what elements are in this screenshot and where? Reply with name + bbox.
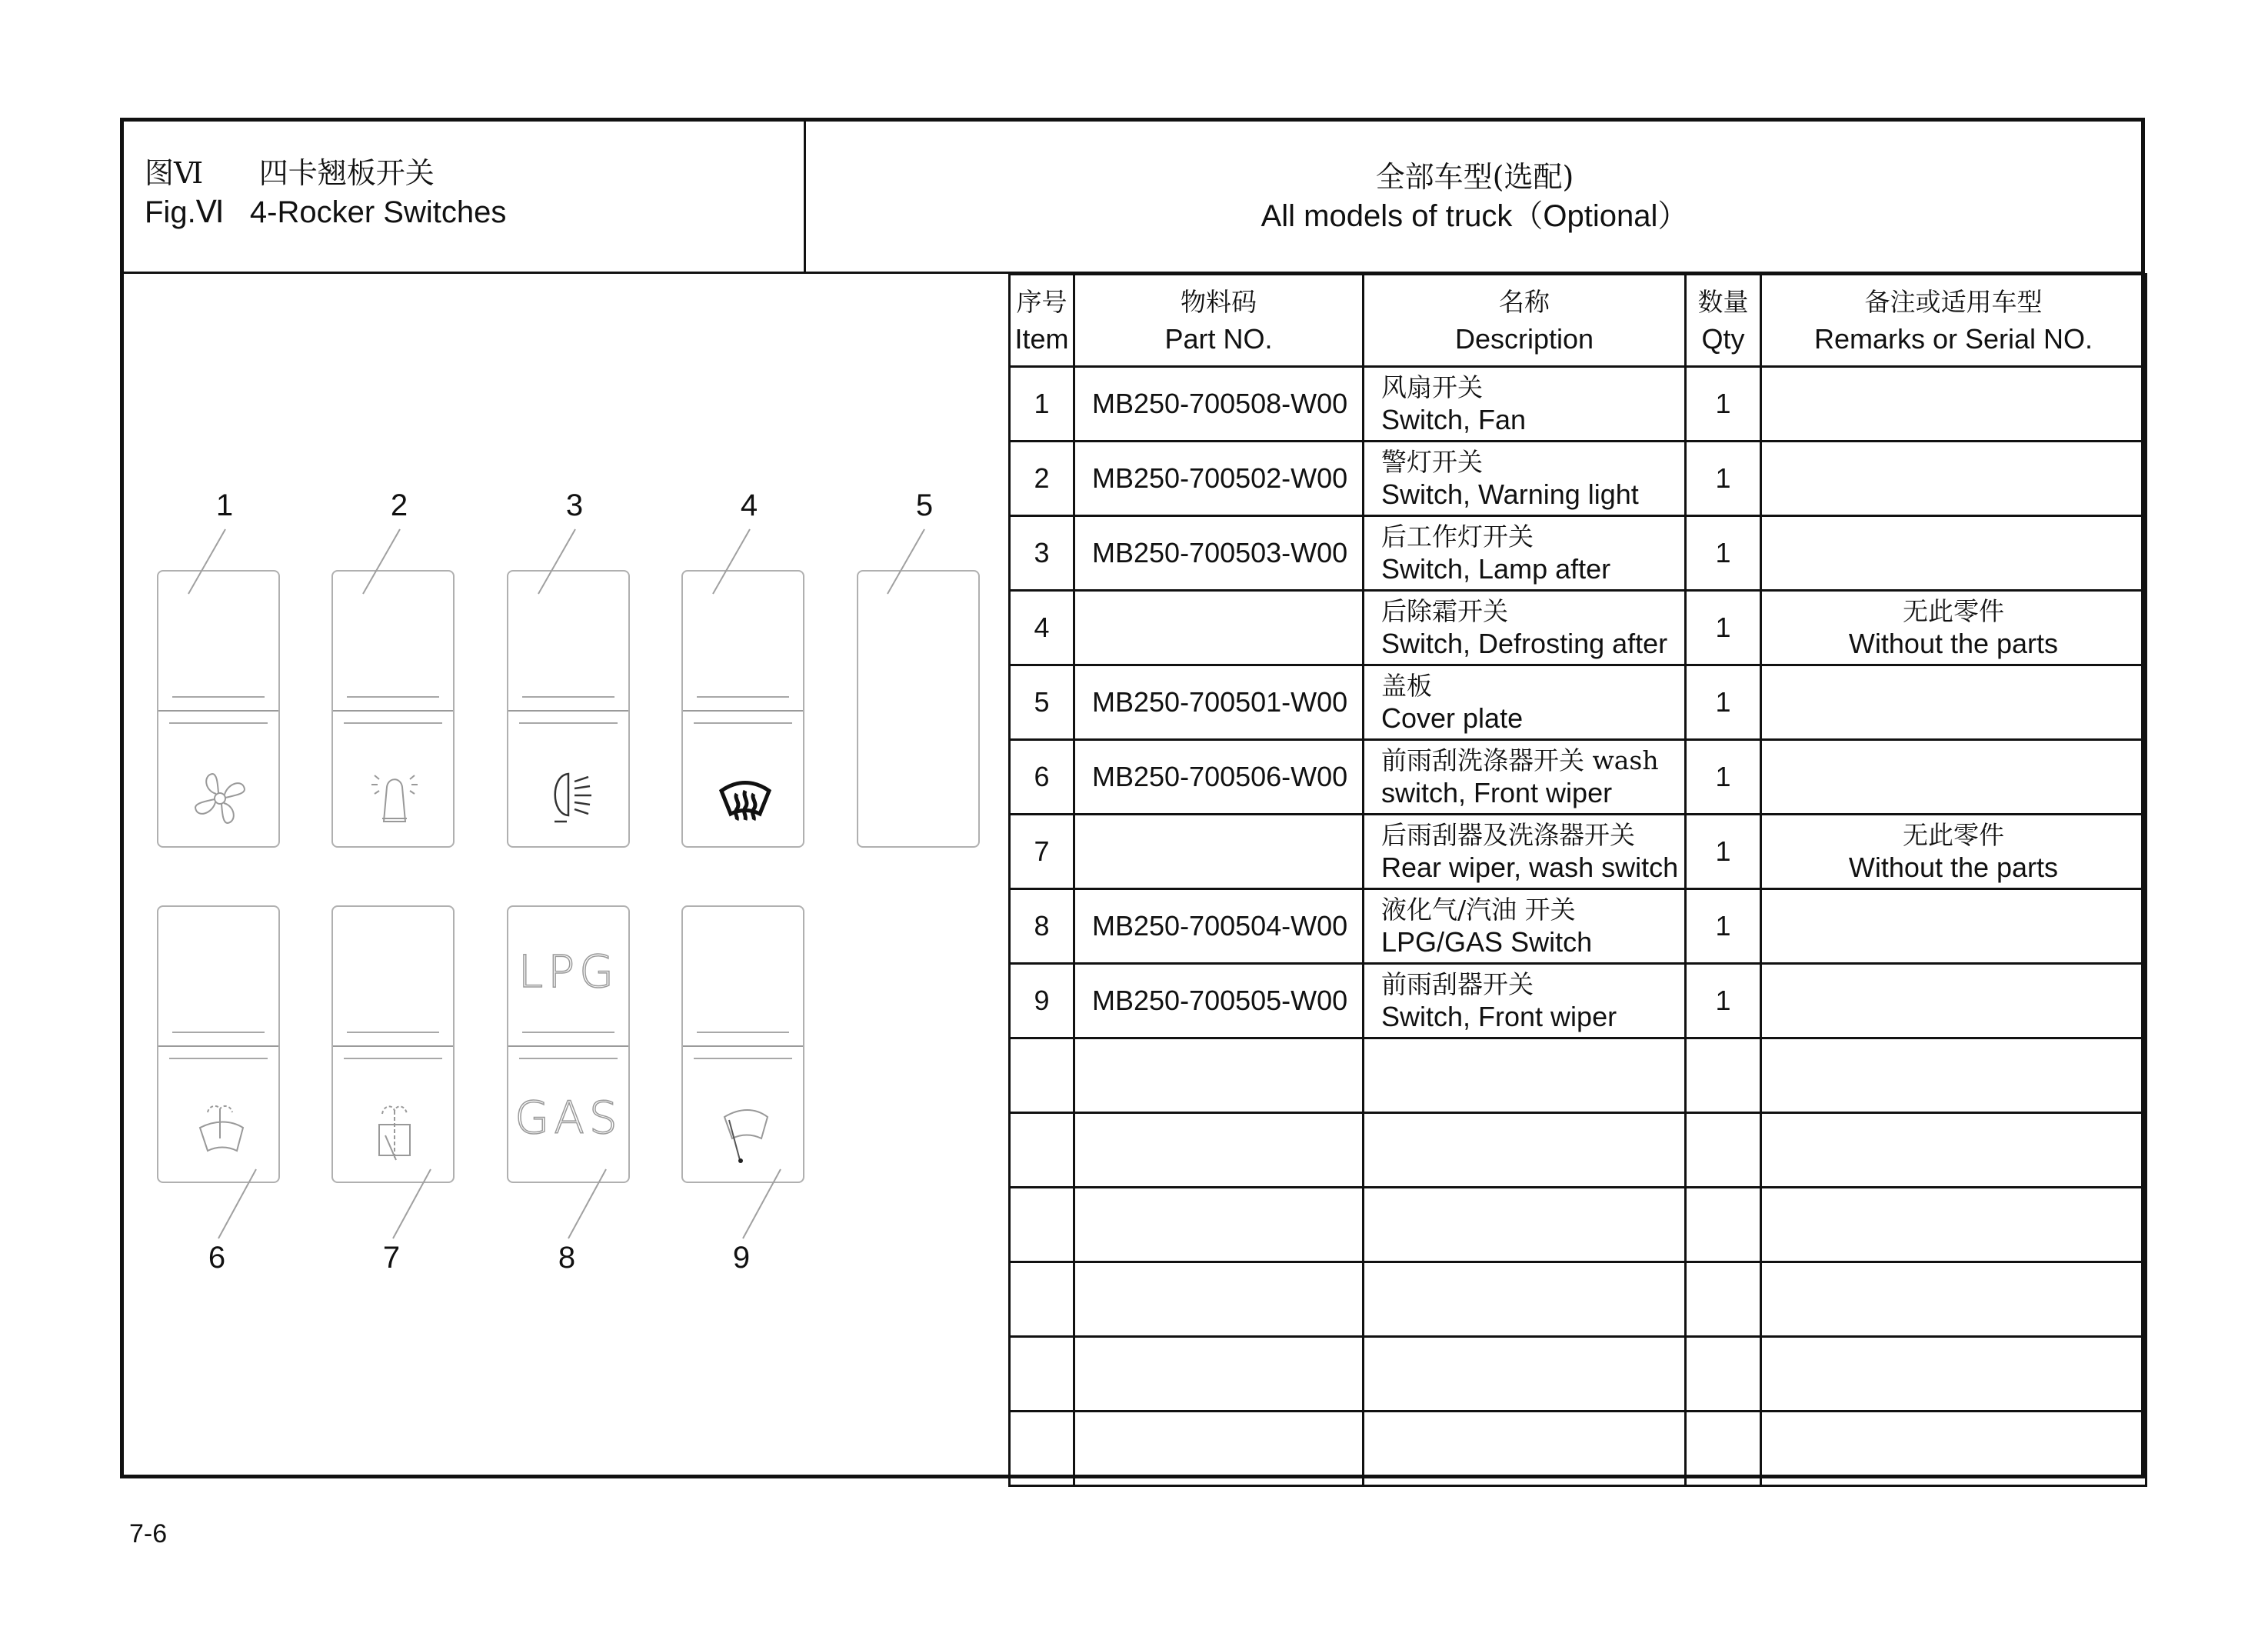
table-row	[1010, 1412, 2146, 1486]
parts-table	[1008, 273, 2147, 1487]
cell-item: 8	[1010, 889, 1074, 964]
rocker-switch-4	[681, 570, 804, 848]
cell-description	[1364, 1412, 1686, 1486]
cell-description: 警灯开关 Switch, Warning light	[1364, 442, 1686, 516]
cell-item: 1	[1010, 367, 1074, 442]
rocker-switch-8	[507, 905, 630, 1183]
cell-part-no: MB250-700506-W00	[1074, 740, 1364, 815]
cell-item: 4	[1010, 591, 1074, 665]
rear-defrost-icon	[706, 768, 783, 829]
switch-guide-line	[172, 1032, 265, 1033]
cell-remarks: 无此零件 Without the parts	[1761, 591, 2146, 665]
cell-description: 液化气/汽油 开关 LPG/GAS Switch	[1364, 889, 1686, 964]
cell-qty: 1	[1686, 516, 1761, 591]
switch-guide-line	[169, 722, 268, 724]
table-row	[1010, 964, 2146, 1038]
cell-item	[1010, 1113, 1074, 1188]
cell-qty: 1	[1686, 442, 1761, 516]
cell-qty: 1	[1686, 740, 1761, 815]
table-row	[1010, 1113, 2146, 1188]
cell-remarks	[1761, 889, 2146, 964]
cell-qty: 1	[1686, 815, 1761, 889]
table-row	[1010, 1188, 2146, 1262]
cell-description: 盖板 Cover plate	[1364, 665, 1686, 740]
cell-remarks	[1761, 1337, 2146, 1412]
lpg-label: LPG	[518, 945, 619, 998]
cell-item: 3	[1010, 516, 1074, 591]
table-row	[1010, 516, 2146, 591]
table-row	[1010, 367, 2146, 442]
col-header-remarks: 备注或适用车型 Remarks or Serial NO.	[1761, 275, 2146, 367]
switch-guide-line	[697, 696, 789, 698]
switch-guide-line	[347, 1032, 439, 1033]
cell-part-no: MB250-700504-W00	[1074, 889, 1364, 964]
cell-remarks	[1761, 1188, 2146, 1262]
table-row	[1010, 442, 2146, 516]
cell-qty	[1686, 1412, 1761, 1486]
switch-pivot-line	[508, 710, 628, 712]
cell-item	[1010, 1337, 1074, 1412]
table-header-row	[1010, 275, 2146, 367]
cell-part-no	[1074, 591, 1364, 665]
switch-guide-line	[522, 696, 614, 698]
cell-description: 风扇开关 Switch, Fan	[1364, 367, 1686, 442]
callout-number: 9	[732, 1241, 751, 1275]
switch-pivot-line	[508, 1045, 628, 1047]
cell-item: 6	[1010, 740, 1074, 815]
callout-number: 6	[208, 1241, 226, 1275]
table-row	[1010, 1038, 2146, 1113]
table-row	[1010, 815, 2146, 889]
work-lamp-icon	[531, 768, 608, 829]
cell-part-no	[1074, 1188, 1364, 1262]
figure-title-cn: 图Ⅵ 四卡翘板开关	[145, 156, 435, 190]
rocker-switch-7	[331, 905, 455, 1183]
switch-pivot-line	[333, 1045, 453, 1047]
col-header-description: 名称 Description	[1364, 275, 1686, 367]
figure-title	[145, 154, 506, 232]
front-wiper-washer-icon	[182, 1103, 258, 1165]
callout-number: 3	[565, 488, 584, 522]
cell-qty: 1	[1686, 964, 1761, 1038]
switch-guide-line	[697, 1032, 789, 1033]
table-row	[1010, 665, 2146, 740]
cell-item: 9	[1010, 964, 1074, 1038]
figure-title-en: Fig.Ⅵ 4-Rocker Switches	[145, 195, 507, 229]
cell-qty: 1	[1686, 367, 1761, 442]
switch-guide-line	[344, 722, 442, 724]
table-row	[1010, 889, 2146, 964]
switch-guide-line	[172, 696, 265, 698]
cell-qty	[1686, 1113, 1761, 1188]
cell-remarks: 无此零件 Without the parts	[1761, 815, 2146, 889]
rocker-switch-1	[157, 570, 280, 848]
front-wiper-icon	[706, 1103, 783, 1165]
callout-number: 8	[558, 1241, 576, 1275]
cell-part-no	[1074, 1337, 1364, 1412]
cell-remarks	[1761, 740, 2146, 815]
cell-qty: 1	[1686, 889, 1761, 964]
cell-qty	[1686, 1038, 1761, 1113]
cell-description: 前雨刮洗涤器开关 wash switch, Front wiper	[1364, 740, 1686, 815]
rocker-switch-9	[681, 905, 804, 1183]
cell-item: 7	[1010, 815, 1074, 889]
cell-part-no: MB250-700508-W00	[1074, 367, 1364, 442]
col-header-part-no: 物料码 Part NO.	[1074, 275, 1364, 367]
switch-pivot-line	[333, 710, 453, 712]
cell-item: 5	[1010, 665, 1074, 740]
cell-qty	[1686, 1337, 1761, 1412]
applicability	[804, 158, 2145, 236]
rocker-switch-6	[157, 905, 280, 1183]
cell-remarks	[1761, 442, 2146, 516]
col-header-item: 序号 Item	[1010, 275, 1074, 367]
applicability-cn: 全部车型(选配)	[1375, 160, 1574, 194]
cell-part-no: MB250-700505-W00	[1074, 964, 1364, 1038]
cell-qty: 1	[1686, 591, 1761, 665]
cell-item	[1010, 1188, 1074, 1262]
cell-item	[1010, 1038, 1074, 1113]
rocker-switch-5	[857, 570, 980, 848]
table-row	[1010, 740, 2146, 815]
switch-guide-line	[169, 1058, 268, 1059]
callout-number: 7	[382, 1241, 401, 1275]
cell-description	[1364, 1113, 1686, 1188]
cell-remarks	[1761, 665, 2146, 740]
switch-guide-line	[519, 1058, 618, 1059]
switch-guide-line	[344, 1058, 442, 1059]
callout-number: 2	[390, 488, 408, 522]
cell-remarks	[1761, 1113, 2146, 1188]
callout-number: 1	[215, 488, 234, 522]
gas-label: GAS	[515, 1092, 622, 1144]
cell-remarks	[1761, 1262, 2146, 1337]
callout-number: 4	[740, 488, 758, 522]
callout-number: 5	[915, 488, 934, 522]
cell-part-no	[1074, 1113, 1364, 1188]
switch-guide-line	[519, 722, 618, 724]
cell-description: 后雨刮器及洗涤器开关 Rear wiper, wash switch	[1364, 815, 1686, 889]
cell-part-no: MB250-700502-W00	[1074, 442, 1364, 516]
cell-description: 后除霜开关 Switch, Defrosting after	[1364, 591, 1686, 665]
cell-qty: 1	[1686, 665, 1761, 740]
cell-description: 后工作灯开关 Switch, Lamp after	[1364, 516, 1686, 591]
cell-item	[1010, 1262, 1074, 1337]
page-number: 7-6	[129, 1519, 168, 1548]
switch-guide-line	[694, 722, 792, 724]
cell-part-no	[1074, 1262, 1364, 1337]
rocker-switch-3	[507, 570, 630, 848]
cell-remarks	[1761, 1038, 2146, 1113]
applicability-en: All models of truck（Optional）	[1261, 199, 1689, 233]
cell-part-no	[1074, 815, 1364, 889]
cell-item	[1010, 1412, 1074, 1486]
fan-icon	[182, 768, 258, 829]
cell-remarks	[1761, 516, 2146, 591]
switch-guide-line	[522, 1032, 614, 1033]
rocker-switch-2	[331, 570, 455, 848]
cell-description	[1364, 1337, 1686, 1412]
switch-pivot-line	[683, 710, 803, 712]
cell-description	[1364, 1038, 1686, 1113]
rear-wiper-washer-icon	[356, 1103, 433, 1165]
switch-pivot-line	[158, 710, 278, 712]
cell-remarks	[1761, 367, 2146, 442]
cell-item: 2	[1010, 442, 1074, 516]
switch-guide-line	[694, 1058, 792, 1059]
cell-part-no: MB250-700503-W00	[1074, 516, 1364, 591]
cell-qty	[1686, 1188, 1761, 1262]
cell-description	[1364, 1262, 1686, 1337]
cell-part-no: MB250-700501-W00	[1074, 665, 1364, 740]
cell-part-no	[1074, 1412, 1364, 1486]
table-row	[1010, 1262, 2146, 1337]
warning-beacon-icon	[356, 768, 433, 829]
cell-remarks	[1761, 1412, 2146, 1486]
cell-remarks	[1761, 964, 2146, 1038]
cell-description: 前雨刮器开关 Switch, Front wiper	[1364, 964, 1686, 1038]
cell-part-no	[1074, 1038, 1364, 1113]
table-row	[1010, 1337, 2146, 1412]
col-header-qty: 数量 Qty	[1686, 275, 1761, 367]
cell-qty	[1686, 1262, 1761, 1337]
table-row	[1010, 591, 2146, 665]
switch-guide-line	[347, 696, 439, 698]
cell-description	[1364, 1188, 1686, 1262]
switch-pivot-line	[158, 1045, 278, 1047]
switch-pivot-line	[683, 1045, 803, 1047]
